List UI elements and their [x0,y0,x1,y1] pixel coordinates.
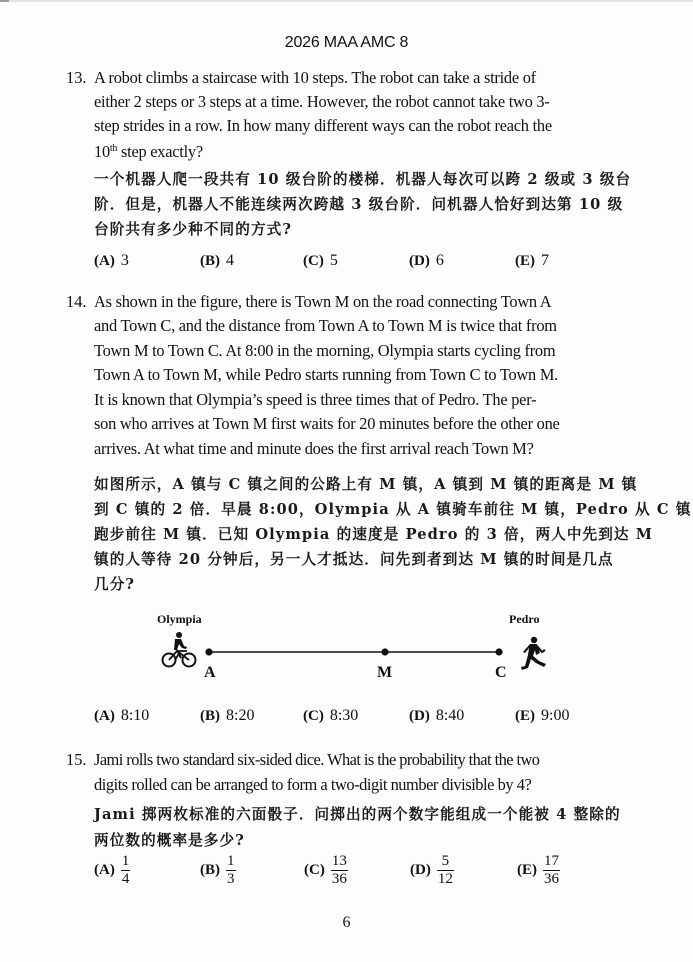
chinese-text-line: 阶．但是，机器人不能连续两次跨越 3 级台阶．问机器人恰好到达第 10 级 [94,196,624,213]
top-edge-tab [0,0,9,2]
page-number: 6 [342,914,351,931]
fraction: $\frac{1}{3}$ [227,853,235,887]
pedro-label: Pedro [509,612,540,626]
olympia-label: Olympia [157,612,202,626]
question-text-line: son who arrives at Town M first waits for 20 minutes before the other one [94,414,560,433]
answer-choices [94,252,614,276]
question-text-line: Town A to Town M, while Pedro starts running from Town C to Town M. [94,365,559,384]
road-figure [150,606,570,696]
chinese-text-line: 到 C 镇的 2 倍．早晨 8:00，Olympia 从 A 镇骑车前往 M 镇，Pedro 从 C 镇 [94,501,692,518]
point-c-label: C [495,664,507,681]
question-number: 15. [66,750,87,769]
question-text-line [94,142,624,162]
point-c-dot [495,648,502,655]
chinese-text-line: 几分? [94,576,136,593]
chinese-text-line: 台阶共有多少种不同的方式? [94,221,292,238]
choice-a[interactable]: (A) 8:10 [94,707,150,724]
question-text-line: Town M to Town C. At 8:00 in the morning, Olympia starts cycling from [94,341,556,360]
choice-c[interactable]: (C) 8:30 [303,707,359,724]
question-text-line: digits rolled can be arranged to form a two-digit number divisible by 4? [94,775,532,794]
ordinal-number: 10 [94,142,110,161]
ordinal-suffix: th [109,143,118,154]
chinese-text-line: 一个机器人爬一段共有 10 级台阶的楼梯．机器人每次可以跨 2 级或 3 级台 [94,171,632,188]
question-text-line: As shown in the figure, there is Town M on the road connecting Town A [94,292,552,311]
top-edge-bar [0,0,693,2]
fraction: $\frac{5}{12}$ [437,853,453,887]
chinese-text-line: Jami 掷两枚标准的六面骰子．问掷出的两个数字能组成一个能被 4 整除的 [94,806,621,823]
choice-c[interactable]: (C) 5 [303,252,338,269]
point-m-label: M [377,664,393,681]
choice-e[interactable]: (E) 9:00 [515,707,570,724]
bicycle-rider-icon [163,632,196,667]
question-text-line: either 2 steps or 3 steps at a time. However, the robot cannot take two 3- [94,92,550,111]
question-text-line: A robot climbs a staircase with 10 steps. The robot can take a stride of [94,68,536,87]
choice-e[interactable]: (E) $\frac{17}{36}$ [517,853,559,887]
chinese-text-line: 镇的人等待 20 分钟后，另一人才抵达．问先到者到达 M 镇的时间是几点 [94,551,614,568]
choice-b[interactable]: (B) 4 [200,252,234,269]
fraction: $\frac{13}{36}$ [331,853,347,887]
answer-choices [94,707,614,731]
choice-a[interactable]: (A) $\frac{1}{4}$ [94,853,130,887]
question-text-line: Jami rolls two standard six-sided dice. What is the probability that the two [94,750,540,769]
fraction: $\frac{1}{4}$ [121,853,130,887]
question-text-line: arrives. At what time and minute does the first arrival reach Town M? [94,439,534,458]
chinese-text-line: 两位数的概率是多少? [94,832,245,849]
point-a-dot [205,648,212,655]
choice-d[interactable]: (D) $\frac{5}{12}$ [410,853,453,887]
question-text-line: step strides in a row. In how many different ways can the robot reach the [94,116,552,135]
question-number: 13. [66,68,87,87]
fraction: $\frac{17}{36}$ [544,853,559,887]
choice-e[interactable]: (E) 7 [515,252,549,269]
question-text-line: It is known that Olympia’s speed is three times that of Pedro. The per- [94,390,537,409]
choice-d[interactable]: (D) 6 [409,252,444,269]
choice-b[interactable]: (B) $\frac{1}{3}$ [200,853,235,887]
chinese-text-line: 如图所示，A 镇与 C 镇之间的公路上有 M 镇，A 镇到 M 镇的距离是 M 镇 [94,476,638,493]
page-header: 2026 MAA AMC 8 [284,34,409,51]
point-m-dot [381,648,388,655]
choice-a[interactable]: (A) 3 [94,252,129,269]
choice-d[interactable]: (D) 8:40 [409,707,465,724]
chinese-text-line: 跑步前往 M 镇．已知 Olympia 的速度是 Pedro 的 3 倍，两人中先到达 M [94,526,654,543]
answer-choices [94,853,614,893]
question-text-line: and Town C, and the distance from Town A to Town M is twice that from [94,316,557,335]
choice-b[interactable]: (B) 8:20 [200,707,255,724]
runner-icon [521,637,546,670]
point-a-label: A [204,664,216,681]
question-number: 14. [66,292,87,311]
question-text-tail: step exactly? [117,142,203,161]
choice-c[interactable]: (C) $\frac{13}{36}$ [304,853,347,887]
road-diagram [150,606,570,696]
